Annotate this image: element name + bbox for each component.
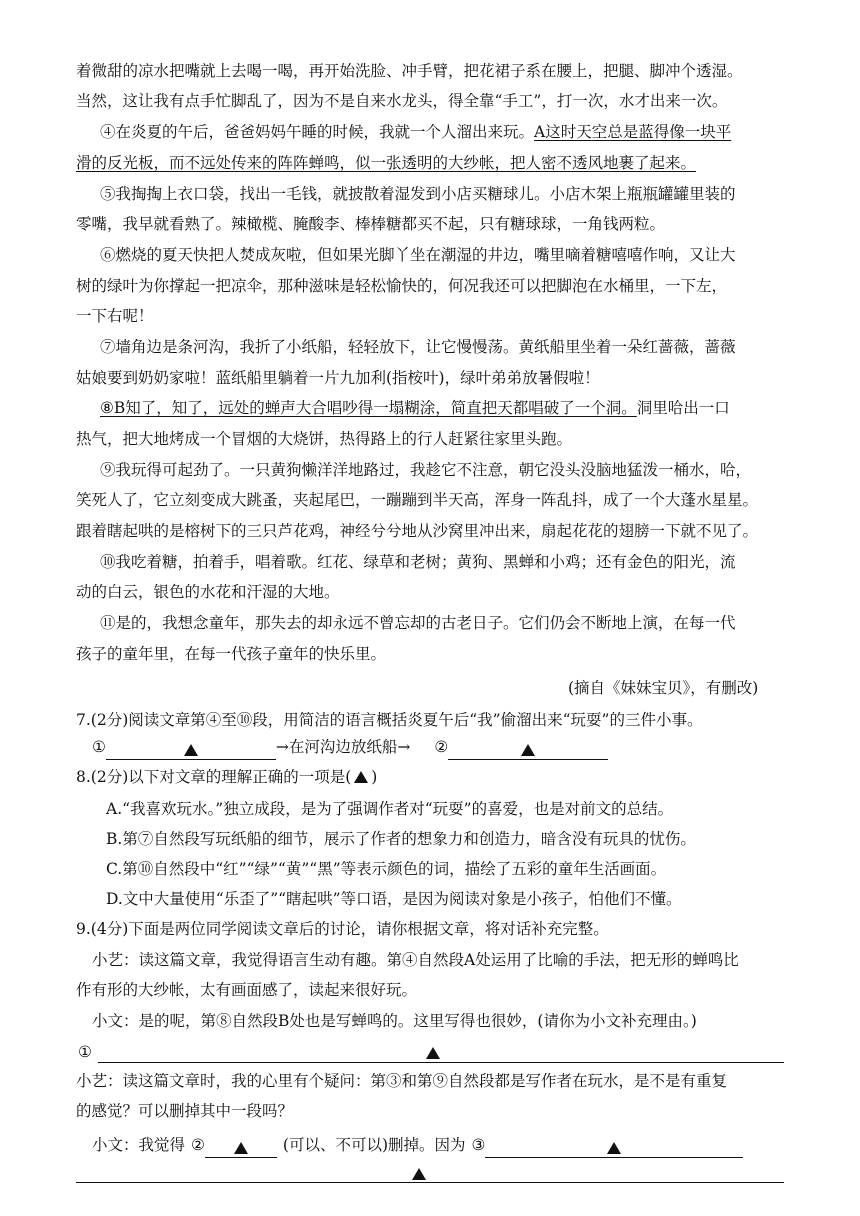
passage-line: ⑧B知了，知了，远处的蝉声大合唱吵得一塌糊涂，简直把天都唱破了一个洞。洞里哈出一口 (100, 399, 730, 417)
passage-line: 当然，这让我有点手忙脚乱了，因为不是自来水龙头，得全靠“手工”，打一次，水才出来一次。 (76, 92, 728, 110)
question-9-stem: 9.(4分)下面是两位同学阅读文章后的讨论，请你根据文章，将对话补充完整。 (76, 920, 609, 938)
passage-line: 姑娘要到奶奶家啦！蓝纸船里躺着一片九加利(指桉叶)，绿叶弟弟放暑假啦！ (76, 369, 600, 387)
passage-line: 零嘴，我早就看熟了。辣橄榄、腌酸李、棒棒糖都买不起，只有糖球球，一角钱两粒。 (76, 215, 666, 233)
answer-blank-2[interactable] (205, 1141, 277, 1158)
answer-blank-2[interactable] (448, 743, 608, 760)
question-8-option[interactable]: D.文中大量使用“乐歪了”“瞎起哄”等口语，是因为阅读对象是小孩子，怕他们不懂。 (106, 890, 682, 908)
passage-line: ⑦墙角边是条河沟，我折了小纸船，轻轻放下，让它慢慢荡。黄纸船里坐着一朵红蔷薇，蔷薇 (100, 338, 736, 356)
question-8-stem: 8.(2分)以下对文章的理解正确的一项是( ) (76, 768, 378, 786)
passage-line: ⑪是的，我想念童年，那失去的却永远不曾忘却的古老日子。它们仍会不断地上演，在每一代 (100, 614, 736, 632)
triangle-marker-icon (412, 1168, 426, 1180)
answer-line-1[interactable] (98, 1062, 784, 1063)
blank-number: ① (92, 738, 106, 756)
passage-line: 一下右呢！ (76, 307, 154, 325)
triangle-marker-icon (184, 744, 198, 756)
passage-line: ⑨我玩得可起劲了。一只黄狗懒洋洋地路过，我趁它不注意，朝它没头没脑地猛泼一桶水，哈， (100, 461, 752, 479)
blank-number: ③ (471, 1136, 486, 1154)
answer-blank-1[interactable] (106, 743, 276, 760)
triangle-marker-icon (354, 771, 368, 783)
dialogue-xiaoyi-2-cont: 的感觉？可以删掉其中一段吗？ (76, 1102, 294, 1120)
passage-line: 树的绿叶为你撑起一把凉伞，那种滋味是轻松愉快的，何况我还可以把脚泡在水桶里，一下左， (76, 277, 728, 295)
passage-line-underlined: 滑的反光板，而不远处传来的阵阵蝉鸣，似一张透明的大纱帐，把人密不透风地裹了起来。 (76, 154, 697, 172)
answer-line-3[interactable] (76, 1182, 784, 1183)
q7-middle-text: →在河沟边放纸船→ (275, 738, 411, 756)
question-8-option[interactable]: A.“我喜欢玩水。”独立成段，是为了强调作者对“玩耍”的喜爱，也是对前文的总结。 (106, 800, 674, 818)
passage-line: ⑩我吃着糖，拍着手，唱着歌。红花、绿草和老树；黄狗、黑蝉和小鸡；还有金色的阳光，流 (100, 553, 736, 571)
dialogue-xiaoyi-1-cont: 作有形的大纱帐，太有画面感了，读起来很好玩。 (76, 981, 418, 999)
blank-number: ② (434, 738, 449, 756)
passage-line: 孩子的童年里，在每一代孩子童年的快乐里。 (76, 645, 387, 663)
triangle-marker-icon (234, 1142, 248, 1154)
dialogue-xiaowen-2: 小文：我觉得 ② (可以、不可以)删掉。因为 ③ (92, 1138, 743, 1158)
passage-line: 热气，把大地烤成一个冒烟的大烧饼，热得路上的行人赶紧往家里头跑。 (76, 430, 573, 448)
blank-number: ② (191, 1136, 205, 1154)
dialogue-xiaoyi-2: 小艺：读这篇文章时，我的心里有个疑问：第③和第⑨自然段都是写作者在玩水，是不是有重复 (76, 1072, 728, 1090)
triangle-marker-icon (607, 1142, 621, 1154)
dialogue-xiaoyi-1: 小艺：读这篇文章，我觉得语言生动有趣。第④自然段A处运用了比喻的手法，把无形的蝉鸣比 (92, 951, 739, 969)
triangle-marker-icon (521, 744, 535, 756)
question-7-stem: 7.(2分)阅读文章第④至⑩段，用简洁的语言概括炎夏午后“我”偷溜出来“玩耍”的三件小事。 (76, 711, 703, 729)
passage-line: 笑死人了，它立刻变成大跳蚤，夹起尾巴，一蹦蹦到半天高，浑身一阵乱抖，成了一个大蓬水星星。 (76, 491, 759, 509)
passage-line: ⑤我掏掏上衣口袋，找出一毛钱，就披散着湿发到小店买糖球儿。小店木架上瓶瓶罐罐里装的 (100, 185, 736, 203)
blank-number: ① (78, 1043, 92, 1061)
question-7-answer-row (92, 740, 608, 760)
passage-line: 跟着瞎起哄的是榕树下的三只芦花鸡，神经兮兮地从沙窝里冲出来，扇起花花的翅膀一下就不见了。 (76, 522, 759, 540)
question-8-option[interactable]: C.第⑩自然段中“红”“绿”“黄”“黑”等表示颜色的词，描绘了五彩的童年生活画面。 (106, 860, 667, 878)
dialogue-xiaowen-1: 小文：是的呢，第⑧自然段B处也是写蝉鸣的。这里写得也很妙，(请你为小文补充理由。) (92, 1012, 697, 1030)
passage-line: 着微甜的凉水把嘴就上去喝一喝，再开始洗脸、冲手臂，把花裙子系在腰上，把腿、脚冲个透湿。 (76, 62, 743, 80)
question-8-option[interactable]: B.第⑦自然段写玩纸船的细节，展示了作者的想象力和创造力，暗含没有玩具的忧伤。 (106, 830, 696, 848)
answer-blank-3[interactable] (485, 1141, 743, 1158)
passage-source: (摘自《妹妹宝贝》，有删改) (568, 679, 759, 697)
passage-line: ④在炎夏的午后，爸爸妈妈午睡的时候，我就一个人溜出来玩。A这时天空总是蓝得像一块平 (100, 123, 732, 141)
passage-line: ⑥燃烧的夏天快把人焚成灰啦，但如果光脚丫坐在潮湿的井边，嘴里嘀着糖嘻嘻作响，又让大 (100, 246, 736, 264)
passage-line: 动的白云，银色的水花和汗湿的大地。 (76, 583, 340, 601)
triangle-marker-icon (426, 1047, 440, 1059)
